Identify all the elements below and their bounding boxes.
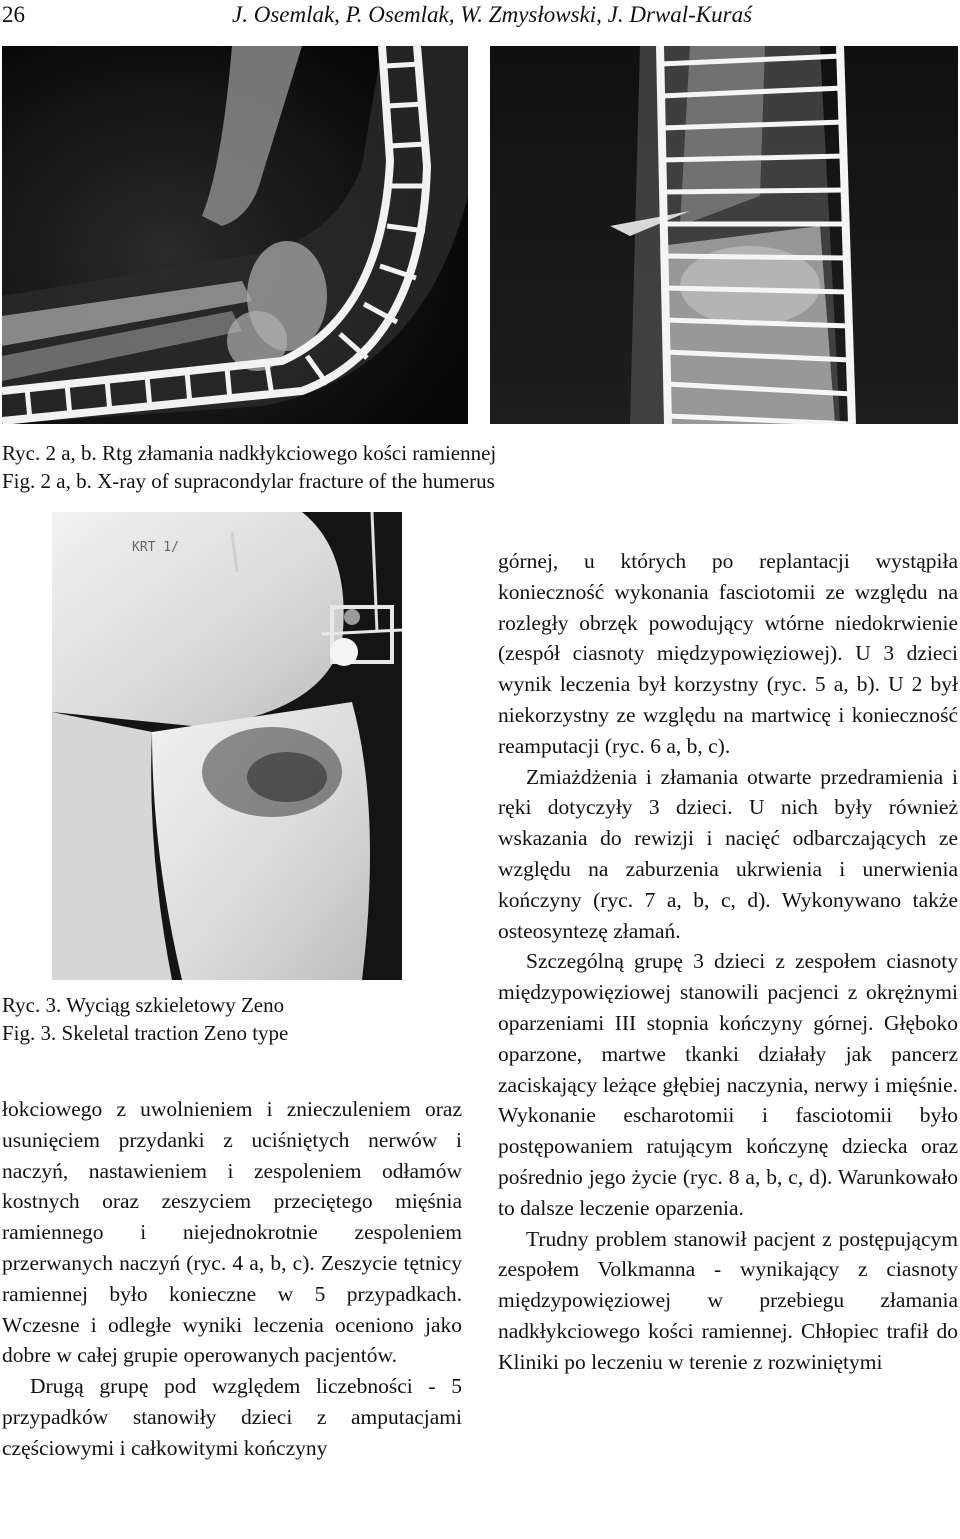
right-paragraph-1: górnej, u których po replantacji wystąpiła konieczność wykonania fasciotomii ze względu na rozległy obrzęk powodujący wtórne niedokrwienie (zespół ciasnoty międzypowięziowej). U 3 dzieci wynik leczenia był korzystny (ryc. 5 a, b). U 2 był niekorzystny ze względu na martwicę i konieczność reamputacji (ryc. 6 a, b, c).: [498, 549, 958, 758]
right-paragraph-3: Szczególną grupę 3 dzieci z zespołem ciasnoty międzypowięziowej stanowili pacjenci z okrężnymi oparzeniami III stopnia kończyny górnej. Głęboko oparzone, martwe tkanki działały jak pancerz zaciskający leżące głębiej naczynia, nerwy i mięśnie. Wykonanie escharotomii i fasciotomii było postępowaniem ratującym kończynę dziecka oraz pośrednio jego życie (ryc. 8 a, b, c, d). Warunkowało to dalsze leczenie oparzenia.: [498, 949, 958, 1220]
page-number: 26: [2, 2, 25, 27]
left-column: [2, 1094, 462, 1464]
right-column: [498, 546, 958, 1378]
running-header-authors: J. Osemlak, P. Osemlak, W. Zmysłowski, J. Drwal-Kuraś: [232, 2, 753, 27]
clinical-photo-3: [52, 512, 402, 980]
right-paragraph-4: Trudny problem stanowił pacjent z postępującym zespołem Volkmanna - wynikający z ciasnoty międzypowięziowej w przebiegu złamania nadkłykciowego kości ramiennej. Chłopiec trafił do Kliniki po leczeniu w terenie z rozwiniętymi: [498, 1226, 958, 1374]
figure-2-caption-pl: Ryc. 2 a, b. Rtg złamania nadkłykciowego kości ramiennej: [2, 441, 497, 465]
left-paragraph-1: łokciowego z uwolnieniem i znieczuleniem oraz usunięciem przydanki z uciśniętych nerwów i naczyń, nastawieniem i zespoleniem odłamów kostnych oraz zeszyciem przeciętego mięśnia ramiennego i niejednokrotnie zespoleniem przerwanych naczyń (ryc. 4 a, b, c). Zeszycie tętnicy ramiennej było konieczne w 5 przypadkach. Wczesne i odległe wyniki leczenia oceniono jako dobre w całej grupie operowanych pacjentów.: [2, 1097, 462, 1368]
xray-2b-drawing: [490, 46, 958, 424]
figure-3-caption-en: Fig. 3. Skeletal traction Zeno type: [2, 1021, 289, 1045]
left-paragraph-2: Drugą grupę pod względem liczebności - 5 przypadków stanowiły dzieci z amputacjami częściowymi i całkowitymi kończyny: [2, 1374, 462, 1460]
figure-3-caption-pl: Ryc. 3. Wyciąg szkieletowy Zeno: [2, 993, 285, 1017]
figure-2-caption-en: Fig. 2 a, b. X-ray of supracondylar fracture of the humerus: [2, 469, 495, 493]
photo-stamp-text: KRT 1/: [132, 540, 179, 555]
xray-2a-drawing: [2, 46, 468, 424]
right-paragraph-2: Zmiażdżenia i złamania otwarte przedramienia i ręki dotyczyły 3 dzieci. U nich były również wskazania do rewizji i nacięć odbarczających ze względu na zaburzenia ukrwienia i unerwienia kończyny (ryc. 7 a, b, c, d). Wykonywano także osteosyntezę złamań.: [498, 764, 958, 943]
xray-image-2a: [2, 46, 468, 424]
photo-3-drawing: [52, 512, 402, 980]
xray-image-2b: [490, 46, 958, 424]
